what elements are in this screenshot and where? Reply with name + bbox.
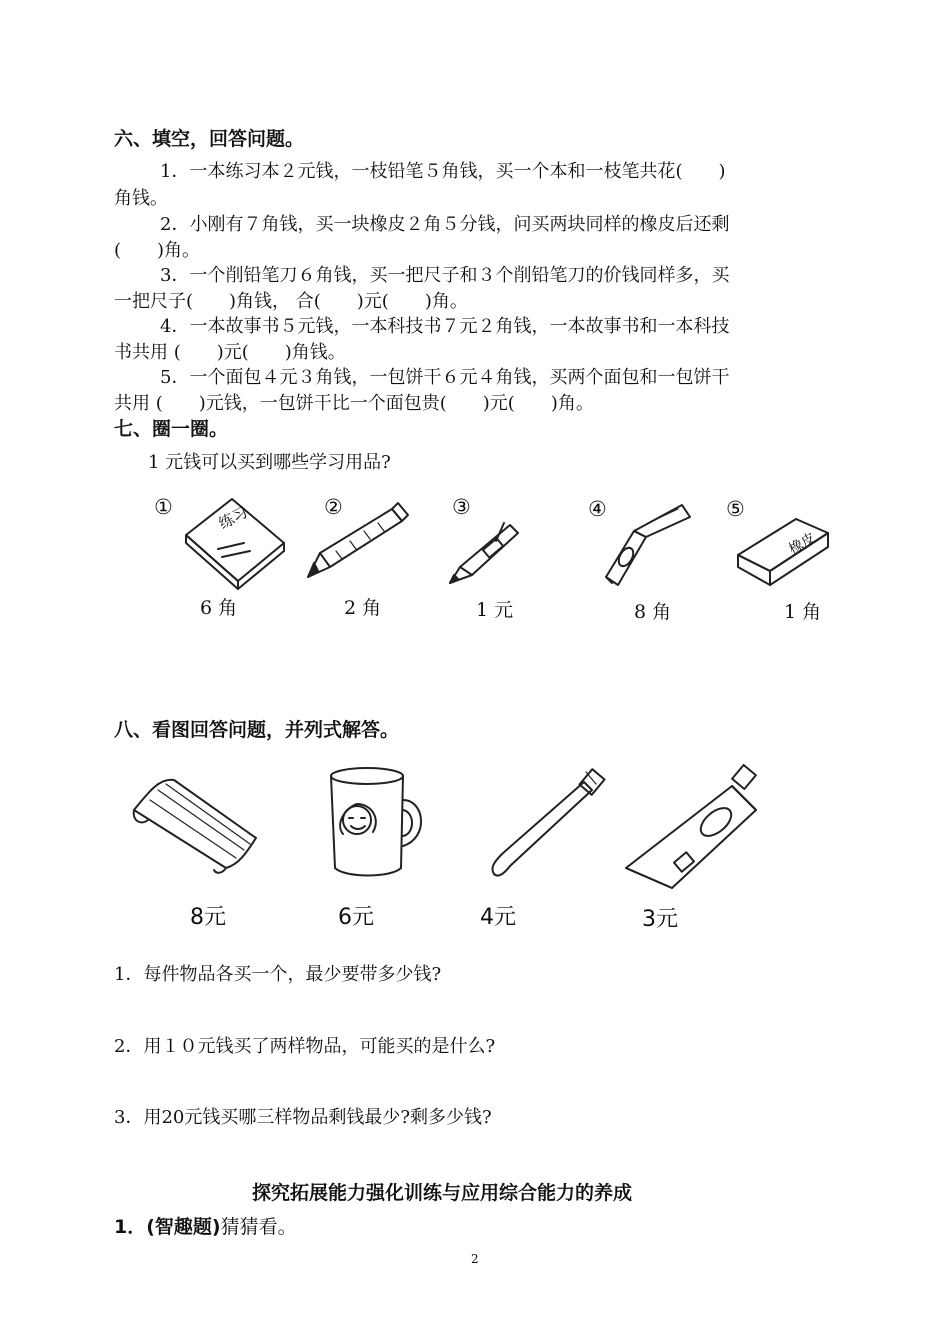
s6-line-1: 1．一本练习本２元钱，一枝铅笔５角钱，买一个本和一枝笔共花( ) [160,161,726,182]
item-number: ④ [588,497,607,521]
item-price: 1 元 [476,599,514,621]
item-price: 4元 [480,905,516,930]
item-price: 6 角 [200,597,238,619]
s6-line-8: 书共用 ( )元( )角钱。 [114,342,346,363]
extension-title: 探究拓展能力强化训练与应用综合能力的养成 [252,1182,633,1204]
pencil-icon [306,501,416,581]
item-price: 8 角 [634,601,672,623]
eraser-label: 橡皮 [786,529,819,558]
page-number: 2 [471,1252,479,1266]
school-supplies-figure [140,485,840,625]
item-number: ② [324,495,343,519]
towel-icon [130,770,270,880]
item-price: 2 角 [344,597,382,619]
s6-line-3: 2．小刚有７角钱，买一块橡皮２角５分钱，问买两块同样的橡皮后还剩 [160,214,730,235]
s6-line-6: 一把尺子( )角钱， 合( )元( )角。 [114,291,468,312]
item-number: ⑤ [726,497,745,521]
item-number: ① [154,495,173,519]
toothbrush-icon [488,770,608,880]
daily-items-figure [120,760,840,930]
toothpaste-icon [620,764,770,894]
s6-line-2: 角钱。 [114,188,168,209]
notebook-label: 练习 [215,502,251,533]
q1-tag: (智趣题) [146,1216,221,1238]
s6-line-5: 3．一个削铅笔刀６角钱，买一把尺子和３个削铅笔刀的价钱同样多，买 [160,265,730,286]
q1-text: 猜猜看。 [220,1216,297,1238]
item-price: 6元 [338,905,374,930]
item-price: 1 角 [784,601,822,623]
extension-q1 [114,1212,297,1239]
s6-line-4: ( )角。 [114,240,201,261]
q1-number: 1． [114,1216,147,1238]
section8-title: 八、看图回答问题，并列式解答。 [114,719,400,741]
section7-title: 七、圈一圈。 [114,418,229,440]
section7-question: 1 元钱可以买到哪些学习用品? [148,452,391,473]
s6-line-9: 5．一个面包４元３角钱，一包饼干６元４角钱，买两个面包和一包饼干 [160,367,730,388]
item-number: ③ [452,495,471,519]
s6-line-7: 4．一本故事书５元钱，一本科技书７元２角钱，一本故事书和一本科技 [160,316,730,337]
item-price: 8元 [190,905,226,930]
s8-question-3: 3．用20元钱买哪三样物品剩钱最少?剩多少钱? [114,1107,492,1128]
cup-icon [325,764,435,884]
pencil-sharpener-icon [598,501,698,591]
s6-line-10: 共用 ( )元钱，一包饼干比一个面包贵( )元( )角。 [114,393,594,414]
item-price: 3元 [642,907,678,932]
s8-question-1: 1．每件物品各买一个，最少要带多少钱? [114,964,442,985]
s8-question-2: 2．用１０元钱买了两样物品，可能买的是什么? [114,1036,496,1057]
eraser-icon [734,515,834,585]
pen-icon [444,519,524,589]
section6-title: 六、填空，回答问题。 [114,128,305,150]
